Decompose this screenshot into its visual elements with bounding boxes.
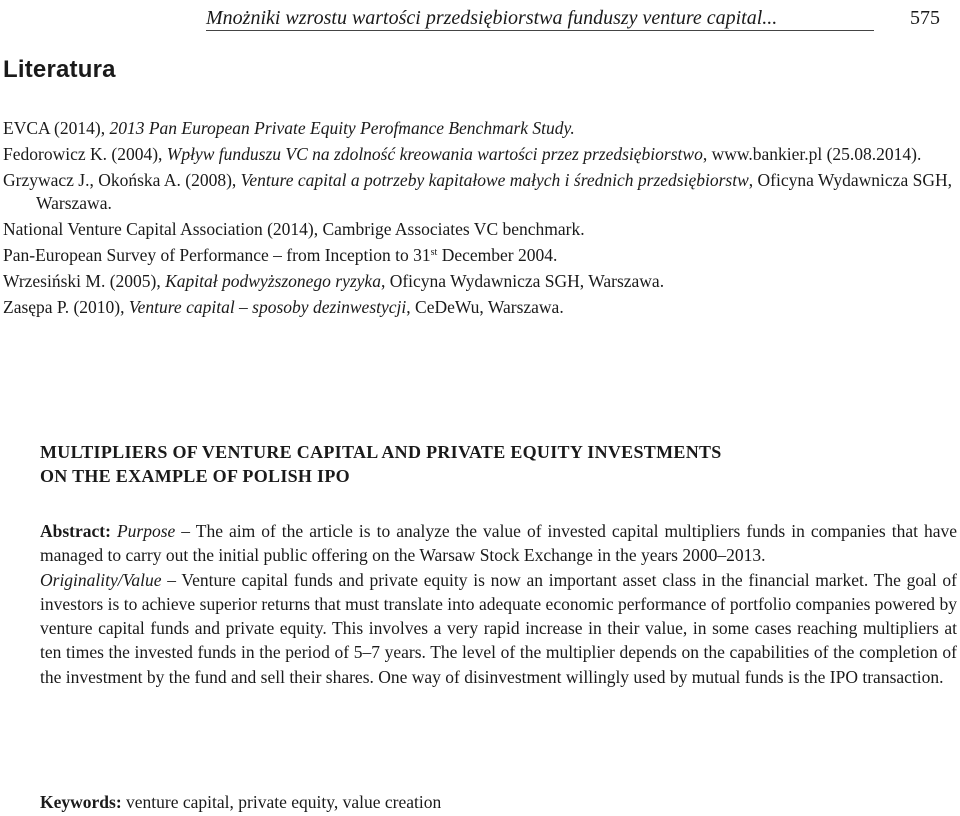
- originality-label: Originality/Value: [40, 569, 162, 590]
- ref-title: Kapitał podwyższonego ryzyka: [165, 271, 381, 291]
- ref-title: 2013 Pan European Private Equity Perofmance Benchmark Study.: [109, 118, 575, 138]
- abstract-purpose: [40, 519, 957, 568]
- ref-title: Venture capital a potrzeby kapitałowe małych i średnich przedsiębiorstw: [240, 170, 749, 190]
- page-number: 575: [910, 7, 940, 29]
- literature-heading: Literatura: [3, 56, 116, 83]
- ref-title: Venture capital – sposoby dezinwestycji: [128, 297, 407, 317]
- ref-text: , www.bankier.pl (25.08.2014).: [702, 144, 922, 164]
- reference-item: [3, 143, 953, 166]
- english-title: [40, 440, 940, 488]
- ref-title: Wpływ funduszu VC na zdolność kreowania wartości przez przedsiębiorstwo: [166, 144, 703, 164]
- reference-item: [3, 117, 953, 140]
- reference-item: [3, 218, 953, 241]
- purpose-label: Purpose: [116, 521, 176, 541]
- reference-item: [3, 169, 953, 215]
- ref-text: December 2004.: [437, 245, 558, 265]
- english-title-line: MULTIPLIERS OF VENTURE CAPITAL AND PRIVATE EQUITY INVESTMENTS: [40, 442, 722, 462]
- ref-text: Fedorowicz K. (2004),: [3, 144, 167, 164]
- keywords-text: venture capital, private equity, value creation: [121, 792, 442, 812]
- reference-item: [3, 244, 953, 267]
- reference-item: [3, 270, 953, 293]
- ref-text: , Oficyna Wydawnicza SGH, Warszawa.: [380, 271, 665, 291]
- ref-text: , CeDeWu, Warszawa.: [406, 297, 564, 317]
- ref-text: Pan-European Survey of Performance – from Inception to 31: [3, 245, 431, 265]
- ref-superscript: st: [430, 247, 438, 258]
- ref-text: EVCA (2014),: [3, 118, 110, 138]
- ref-text: Zasępa P. (2010),: [3, 297, 129, 317]
- reference-item: [3, 296, 953, 319]
- ref-text: Wrzesiński M. (2005),: [3, 271, 166, 291]
- keywords: [40, 790, 940, 814]
- abstract-label: Abstract:: [40, 521, 111, 541]
- ref-text: National Venture Capital Association (2014), Cambrige Associates VC benchmark.: [3, 219, 585, 239]
- english-title-line: ON THE EXAMPLE OF POLISH IPO: [40, 466, 350, 486]
- ref-text: Grzywacz J., Okońska A. (2008),: [3, 170, 241, 190]
- ref-text: , Oficyna Wydawnicza SGH, Warszawa.: [36, 170, 952, 213]
- keywords-label: Keywords:: [40, 792, 122, 812]
- originality-text: – Venture capital funds and private equity is now an important asset class in the financial market. The goal of investors is to achieve superior returns that must translate into adequate economic performance of portfolio companies powered by venture capital funds and private equity. This involves a very rapid increase in their value, in some cases reaching multipliers at ten times the invested funds in the period of 5–7 years. The level of the multiplier depends on the capabilities of the completion of the investment by the fund and sell their shares. One way of disinvestment willingly used by mutual funds is the IPO transaction.: [40, 569, 957, 687]
- abstract-originality: [40, 568, 957, 689]
- purpose-text: – The aim of the article is to analyze the value of invested capital multipliers funds in companies that have managed to carry out the initial public offering on the Warsaw Stock Exchange in the years 2000–2013.: [40, 521, 957, 566]
- running-title: Mnożniki wzrostu wartości przedsiębiorstwa funduszy venture capital...: [206, 7, 778, 29]
- header-rule: [206, 30, 874, 31]
- running-header: [40, 4, 960, 32]
- abstract: [40, 519, 957, 689]
- reference-list: [3, 117, 953, 322]
